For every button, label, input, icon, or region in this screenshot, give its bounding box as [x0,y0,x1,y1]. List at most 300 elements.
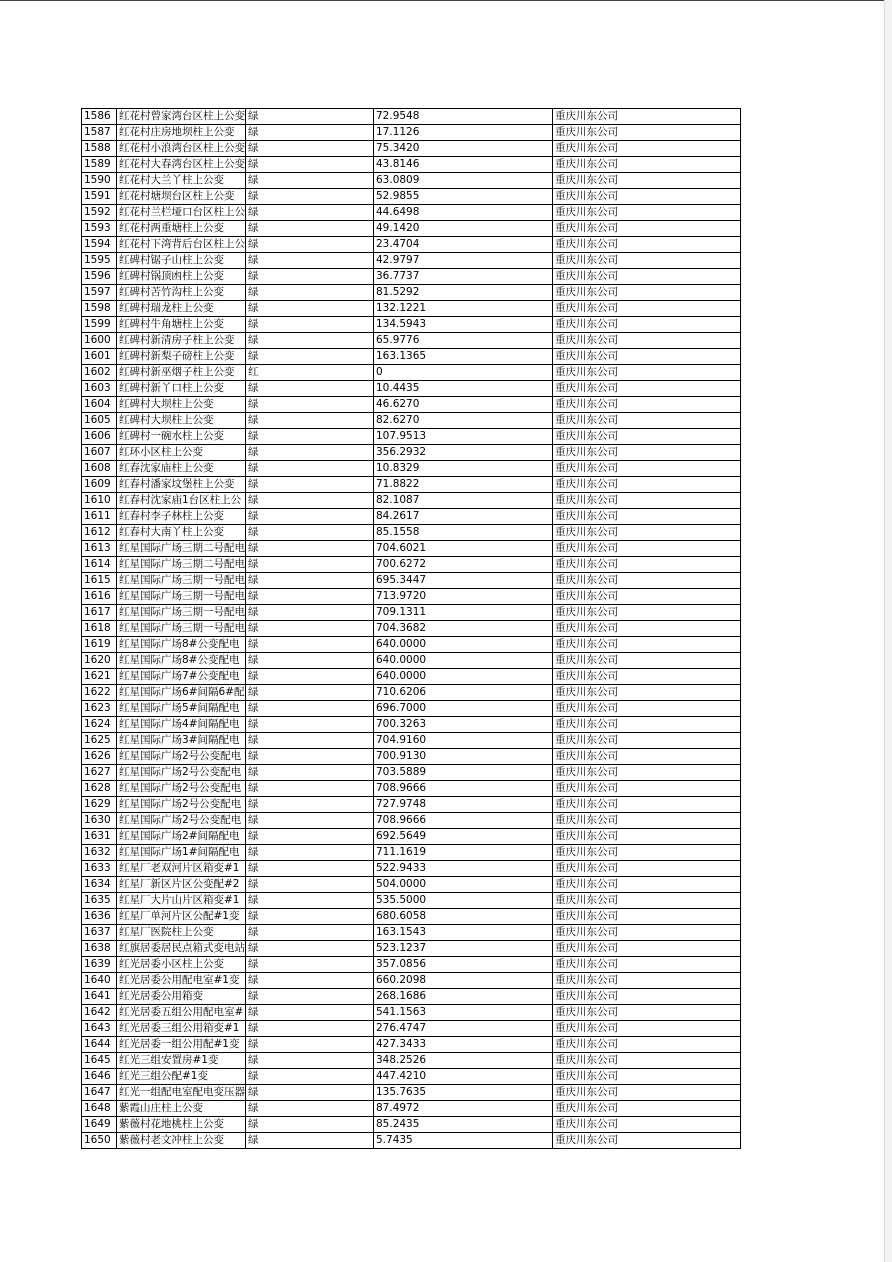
cell-station-name: 红碑村锯子山柱上公变 [117,253,246,269]
data-table [81,108,741,1149]
cell-company: 重庆川东公司 [553,589,741,605]
cell-row-id: 1618 [82,621,117,637]
cell-value: 703.5889 [374,765,553,781]
cell-row-id: 1645 [82,1053,117,1069]
cell-row-id: 1593 [82,221,117,237]
cell-status: 绿 [246,509,374,525]
cell-company: 重庆川东公司 [553,477,741,493]
cell-status: 绿 [246,381,374,397]
cell-row-id: 1636 [82,909,117,925]
cell-station-name: 紫霞山庄柱上公变 [117,1101,246,1117]
table-row [82,909,741,925]
cell-station-name: 红碑村新巫烟子柱上公变 [117,365,246,381]
cell-value: 695.3447 [374,573,553,589]
cell-status: 绿 [246,157,374,173]
cell-status: 绿 [246,573,374,589]
cell-station-name: 红环小区柱上公变 [117,445,246,461]
cell-status: 绿 [246,845,374,861]
cell-company: 重庆川东公司 [553,141,741,157]
cell-row-id: 1602 [82,365,117,381]
cell-station-name: 红星国际广场2号公变配电 [117,765,246,781]
cell-station-name: 红春村大南丫柱上公变 [117,525,246,541]
cell-station-name: 红春村李子林柱上公变 [117,509,246,525]
cell-row-id: 1587 [82,125,117,141]
cell-company: 重庆川东公司 [553,429,741,445]
table-row [82,301,741,317]
cell-row-id: 1637 [82,925,117,941]
cell-value: 82.6270 [374,413,553,429]
cell-status: 绿 [246,781,374,797]
cell-row-id: 1648 [82,1101,117,1117]
table-row [82,557,741,573]
cell-status: 绿 [246,989,374,1005]
cell-status: 绿 [246,269,374,285]
cell-row-id: 1591 [82,189,117,205]
cell-company: 重庆川东公司 [553,509,741,525]
cell-row-id: 1630 [82,813,117,829]
cell-company: 重庆川东公司 [553,765,741,781]
cell-row-id: 1633 [82,861,117,877]
cell-row-id: 1614 [82,557,117,573]
cell-station-name: 红星国际广场2号公变配电 [117,749,246,765]
cell-station-name: 红光居委五组公用配电室# [117,1005,246,1021]
page-top-border [0,0,892,1]
cell-value: 0 [374,365,553,381]
cell-row-id: 1650 [82,1133,117,1149]
cell-value: 163.1365 [374,349,553,365]
cell-status: 绿 [246,893,374,909]
cell-company: 重庆川东公司 [553,701,741,717]
cell-company: 重庆川东公司 [553,909,741,925]
table-row [82,205,741,221]
cell-value: 704.3682 [374,621,553,637]
cell-company: 重庆川东公司 [553,877,741,893]
cell-station-name: 红碑村苦竹沟柱上公变 [117,285,246,301]
cell-row-id: 1643 [82,1021,117,1037]
cell-station-name: 红碑村新清房子柱上公变 [117,333,246,349]
page-right-edge [884,0,892,1262]
cell-company: 重庆川东公司 [553,733,741,749]
cell-company: 重庆川东公司 [553,637,741,653]
table-row [82,957,741,973]
cell-row-id: 1590 [82,173,117,189]
cell-station-name: 红光一组配电室配电变压器 [117,1085,246,1101]
cell-row-id: 1608 [82,461,117,477]
table-row [82,973,741,989]
cell-status: 绿 [246,621,374,637]
table-row [82,269,741,285]
cell-row-id: 1600 [82,333,117,349]
cell-value: 82.1087 [374,493,553,509]
cell-row-id: 1635 [82,893,117,909]
cell-row-id: 1596 [82,269,117,285]
cell-station-name: 紫薇村老文冲柱上公变 [117,1133,246,1149]
table-row [82,1085,741,1101]
cell-company: 重庆川东公司 [553,621,741,637]
cell-status: 绿 [246,877,374,893]
cell-value: 696.7000 [374,701,553,717]
cell-station-name: 红碑村大坝柱上公变 [117,413,246,429]
table-row [82,525,741,541]
cell-value: 640.0000 [374,669,553,685]
cell-value: 660.2098 [374,973,553,989]
table-row [82,813,741,829]
cell-station-name: 红光三组公配#1变 [117,1069,246,1085]
cell-value: 85.2435 [374,1117,553,1133]
table-row [82,1101,741,1117]
cell-station-name: 红春村沈家庙1台区柱上公 [117,493,246,509]
cell-company: 重庆川东公司 [553,269,741,285]
cell-value: 10.4435 [374,381,553,397]
cell-company: 重庆川东公司 [553,1053,741,1069]
cell-station-name: 红花村兰栏垭口台区柱上公 [117,205,246,221]
table-row [82,1133,741,1149]
cell-station-name: 红星国际广场8#公变配电 [117,653,246,669]
cell-company: 重庆川东公司 [553,189,741,205]
cell-station-name: 红花村小浪湾台区柱上公变 [117,141,246,157]
cell-company: 重庆川东公司 [553,749,741,765]
cell-row-id: 1649 [82,1117,117,1133]
table-row [82,317,741,333]
cell-row-id: 1613 [82,541,117,557]
cell-value: 727.9748 [374,797,553,813]
table-row [82,893,741,909]
cell-status: 绿 [246,301,374,317]
cell-row-id: 1640 [82,973,117,989]
cell-status: 绿 [246,253,374,269]
cell-status: 绿 [246,589,374,605]
cell-status: 绿 [246,477,374,493]
cell-status: 绿 [246,909,374,925]
table-row [82,349,741,365]
cell-company: 重庆川东公司 [553,157,741,173]
cell-value: 42.9797 [374,253,553,269]
cell-company: 重庆川东公司 [553,829,741,845]
cell-station-name: 红星国际广场三期二号配电 [117,557,246,573]
cell-status: 绿 [246,669,374,685]
table-row [82,733,741,749]
cell-row-id: 1615 [82,573,117,589]
cell-row-id: 1639 [82,957,117,973]
cell-value: 23.4704 [374,237,553,253]
table-row [82,1005,741,1021]
cell-status: 绿 [246,829,374,845]
cell-company: 重庆川东公司 [553,445,741,461]
table-row [82,845,741,861]
cell-value: 43.8146 [374,157,553,173]
cell-station-name: 红星国际广场三期二号配电 [117,541,246,557]
cell-station-name: 紫薇村花地桃柱上公变 [117,1117,246,1133]
cell-value: 81.5292 [374,285,553,301]
cell-status: 绿 [246,141,374,157]
cell-value: 708.9666 [374,813,553,829]
cell-station-name: 红花村大兰丫柱上公变 [117,173,246,189]
cell-row-id: 1588 [82,141,117,157]
cell-status: 绿 [246,1117,374,1133]
cell-value: 65.9776 [374,333,553,349]
cell-row-id: 1627 [82,765,117,781]
cell-value: 46.6270 [374,397,553,413]
cell-status: 绿 [246,1037,374,1053]
cell-station-name: 红星国际广场三期一号配电 [117,573,246,589]
cell-company: 重庆川东公司 [553,1005,741,1021]
cell-station-name: 红碑村一碗水柱上公变 [117,429,246,445]
cell-value: 134.5943 [374,317,553,333]
cell-company: 重庆川东公司 [553,381,741,397]
cell-station-name: 红碑村大坝柱上公变 [117,397,246,413]
cell-company: 重庆川东公司 [553,205,741,221]
cell-status: 绿 [246,605,374,621]
cell-status: 绿 [246,637,374,653]
cell-value: 356.2932 [374,445,553,461]
cell-row-id: 1625 [82,733,117,749]
cell-row-id: 1644 [82,1037,117,1053]
cell-station-name: 红碑村新丫口柱上公变 [117,381,246,397]
cell-company: 重庆川东公司 [553,253,741,269]
table-row [82,1053,741,1069]
cell-company: 重庆川东公司 [553,413,741,429]
cell-row-id: 1621 [82,669,117,685]
table-row [82,669,741,685]
cell-row-id: 1626 [82,749,117,765]
cell-status: 绿 [246,797,374,813]
cell-company: 重庆川东公司 [553,397,741,413]
cell-station-name: 红星国际广场7#公变配电 [117,669,246,685]
cell-row-id: 1641 [82,989,117,1005]
cell-company: 重庆川东公司 [553,525,741,541]
cell-status: 绿 [246,525,374,541]
cell-company: 重庆川东公司 [553,845,741,861]
table-row [82,829,741,845]
cell-company: 重庆川东公司 [553,221,741,237]
cell-value: 17.1126 [374,125,553,141]
cell-row-id: 1594 [82,237,117,253]
cell-station-name: 红星厂大片山片区箱变#1 [117,893,246,909]
cell-value: 10.8329 [374,461,553,477]
cell-value: 709.1311 [374,605,553,621]
cell-value: 132.1221 [374,301,553,317]
cell-value: 72.9548 [374,109,553,125]
cell-station-name: 红光三组安置房#1变 [117,1053,246,1069]
cell-status: 绿 [246,557,374,573]
cell-station-name: 红星国际广场4#间隔配电 [117,717,246,733]
cell-row-id: 1597 [82,285,117,301]
table-row [82,237,741,253]
table-row [82,941,741,957]
cell-station-name: 红光居委三组公用箱变#1 [117,1021,246,1037]
cell-status: 绿 [246,173,374,189]
cell-status: 绿 [246,189,374,205]
cell-station-name: 红星国际广场2号公变配电 [117,797,246,813]
cell-value: 711.1619 [374,845,553,861]
cell-value: 36.7737 [374,269,553,285]
cell-status: 绿 [246,717,374,733]
cell-station-name: 红星国际广场1#间隔配电 [117,845,246,861]
cell-status: 绿 [246,461,374,477]
table-row [82,541,741,557]
cell-company: 重庆川东公司 [553,925,741,941]
table-row [82,221,741,237]
cell-status: 绿 [246,957,374,973]
cell-status: 绿 [246,1133,374,1149]
cell-status: 绿 [246,429,374,445]
table-row [82,701,741,717]
table-row [82,781,741,797]
cell-status: 绿 [246,861,374,877]
cell-status: 绿 [246,733,374,749]
cell-status: 绿 [246,493,374,509]
cell-station-name: 红星国际广场5#间隔配电 [117,701,246,717]
cell-value: 504.0000 [374,877,553,893]
cell-value: 692.5649 [374,829,553,845]
cell-station-name: 红碑村新梨子磅柱上公变 [117,349,246,365]
cell-company: 重庆川东公司 [553,317,741,333]
table-row [82,429,741,445]
cell-row-id: 1603 [82,381,117,397]
cell-row-id: 1612 [82,525,117,541]
cell-station-name: 红光居委公用配电室#1变 [117,973,246,989]
cell-value: 708.9666 [374,781,553,797]
cell-value: 713.9720 [374,589,553,605]
cell-row-id: 1622 [82,685,117,701]
cell-row-id: 1619 [82,637,117,653]
cell-row-id: 1616 [82,589,117,605]
cell-station-name: 红星国际广场2#间隔配电 [117,829,246,845]
cell-station-name: 红星国际广场三期一号配电 [117,621,246,637]
cell-value: 700.9130 [374,749,553,765]
cell-company: 重庆川东公司 [553,605,741,621]
cell-row-id: 1592 [82,205,117,221]
cell-station-name: 红花村塘坝台区柱上公变 [117,189,246,205]
cell-value: 163.1543 [374,925,553,941]
cell-row-id: 1631 [82,829,117,845]
table-row [82,285,741,301]
cell-station-name: 红碑村瑞龙柱上公变 [117,301,246,317]
table-row [82,413,741,429]
cell-status: 绿 [246,941,374,957]
cell-status: 绿 [246,653,374,669]
table-row [82,141,741,157]
table-row [82,477,741,493]
cell-status: 绿 [246,973,374,989]
cell-station-name: 红碑村牛角塘柱上公变 [117,317,246,333]
cell-status: 绿 [246,1069,374,1085]
cell-company: 重庆川东公司 [553,285,741,301]
cell-value: 276.4747 [374,1021,553,1037]
cell-value: 49.1420 [374,221,553,237]
cell-company: 重庆川东公司 [553,1085,741,1101]
table-row [82,397,741,413]
cell-row-id: 1598 [82,301,117,317]
cell-status: 绿 [246,1021,374,1037]
cell-company: 重庆川东公司 [553,1021,741,1037]
cell-station-name: 红星国际广场6#间隔6#配 [117,685,246,701]
cell-value: 5.7435 [374,1133,553,1149]
cell-company: 重庆川东公司 [553,653,741,669]
cell-status: 绿 [246,685,374,701]
cell-row-id: 1606 [82,429,117,445]
cell-company: 重庆川东公司 [553,301,741,317]
table-row [82,253,741,269]
cell-station-name: 红星国际广场三期一号配电 [117,605,246,621]
cell-station-name: 红光居委小区柱上公变 [117,957,246,973]
cell-status: 红 [246,365,374,381]
cell-value: 640.0000 [374,653,553,669]
cell-value: 541.1563 [374,1005,553,1021]
cell-station-name: 红星国际广场3#间隔配电 [117,733,246,749]
cell-row-id: 1632 [82,845,117,861]
cell-company: 重庆川东公司 [553,797,741,813]
cell-status: 绿 [246,237,374,253]
cell-station-name: 红星国际广场2号公变配电 [117,813,246,829]
cell-company: 重庆川东公司 [553,1069,741,1085]
cell-row-id: 1624 [82,717,117,733]
cell-row-id: 1634 [82,877,117,893]
cell-value: 700.6272 [374,557,553,573]
cell-company: 重庆川东公司 [553,813,741,829]
table-row [82,445,741,461]
table-row [82,109,741,125]
table-row [82,1117,741,1133]
cell-value: 87.4972 [374,1101,553,1117]
table-row [82,125,741,141]
table-row [82,989,741,1005]
cell-value: 52.9855 [374,189,553,205]
table-row [82,173,741,189]
table-row [82,589,741,605]
cell-row-id: 1629 [82,797,117,813]
cell-company: 重庆川东公司 [553,541,741,557]
cell-status: 绿 [246,205,374,221]
cell-value: 107.9513 [374,429,553,445]
table-row [82,765,741,781]
cell-station-name: 红光居委一组公用配#1变 [117,1037,246,1053]
cell-station-name: 红旗居委居民点箱式变电站 [117,941,246,957]
cell-station-name: 红花村两重塘柱上公变 [117,221,246,237]
cell-company: 重庆川东公司 [553,781,741,797]
cell-status: 绿 [246,221,374,237]
cell-value: 268.1686 [374,989,553,1005]
cell-company: 重庆川东公司 [553,941,741,957]
cell-company: 重庆川东公司 [553,173,741,189]
cell-value: 44.6498 [374,205,553,221]
cell-row-id: 1589 [82,157,117,173]
cell-station-name: 红星国际广场2号公变配电 [117,781,246,797]
cell-status: 绿 [246,813,374,829]
cell-row-id: 1586 [82,109,117,125]
cell-value: 75.3420 [374,141,553,157]
table-row [82,925,741,941]
cell-status: 绿 [246,397,374,413]
cell-value: 427.3433 [374,1037,553,1053]
cell-status: 绿 [246,1005,374,1021]
cell-company: 重庆川东公司 [553,573,741,589]
cell-station-name: 红碑村锅顶凼柱上公变 [117,269,246,285]
cell-station-name: 红星厂老双河片区箱变#1 [117,861,246,877]
cell-station-name: 红星国际广场三期一号配电 [117,589,246,605]
cell-company: 重庆川东公司 [553,973,741,989]
table-row [82,653,741,669]
cell-row-id: 1601 [82,349,117,365]
cell-value: 85.1558 [374,525,553,541]
cell-station-name: 红花村庄房地坝柱上公变 [117,125,246,141]
cell-row-id: 1607 [82,445,117,461]
cell-row-id: 1647 [82,1085,117,1101]
cell-station-name: 红春沈家庙柱上公变 [117,461,246,477]
cell-value: 523.1237 [374,941,553,957]
table-row [82,1037,741,1053]
cell-row-id: 1620 [82,653,117,669]
